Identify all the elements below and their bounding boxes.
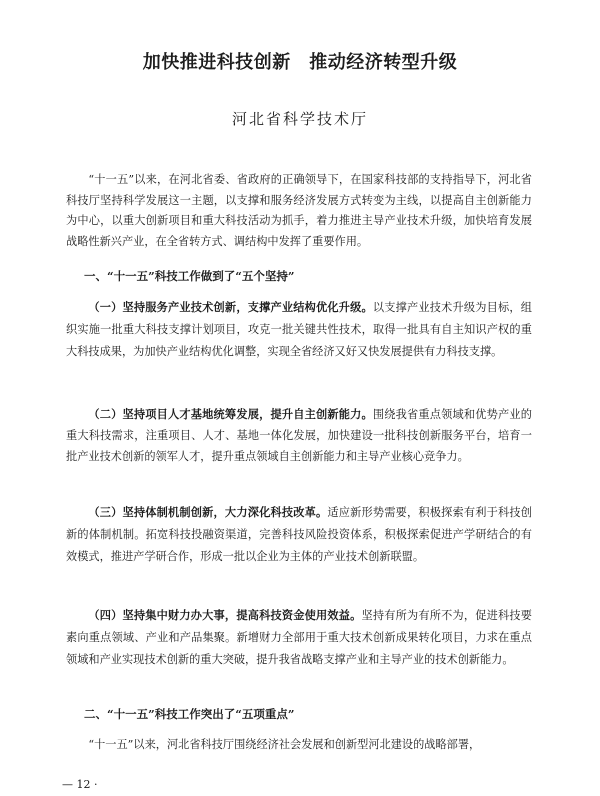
- document-author: 河北省科学技术厅: [231, 110, 368, 128]
- paragraph-item-1: [66, 296, 532, 363]
- section-heading-five-priorities: 二、“十一五”科技工作突出了“五项重点”: [84, 707, 295, 721]
- document-title: 加快推进科技创新 推动经济转型升级: [142, 52, 458, 73]
- section-heading-five-persistences: 一、“十一五”科技工作做到了“五个坚持”: [84, 269, 295, 283]
- paragraph-item-4-lead: （四）坚持集中财力办大事，提高科技资金使用效益。: [88, 608, 362, 622]
- paragraph-item-2: [66, 404, 532, 467]
- paragraph-item-3: [66, 501, 532, 568]
- paragraph-item-3-text: 适应新形势需要，积极探索有利于科技创新的体制机制。拓宽科技投融资渠道，完善科技风险投资体系，积极探索促进产学研结合的有效模式，推进产学研合作，形成一批以企业为主体的产业技术创新联盟。: [66, 506, 532, 563]
- paragraph-item-1-text: 以支撑产业技术升级为目标，组织实施一批重大科技支撑计划项目，攻克一批关键共性技术，取得一批具有自主知识产权的重大科技成果，为加快产业结构优化调整，实现全省经济又好又快发展提供有力科技支撑。: [66, 301, 532, 358]
- paragraph-item-3-lead: （三）坚持体制机制创新，大力深化科技改革。: [88, 505, 328, 519]
- paragraph-item-4-text: 坚持有所为有所不为，促进科技要素向重点领域、产业和产品集聚。新增财力全部用于重大技术创新成果转化项目，力求在重点领域和产业实现技术创新的重大突破，提升我省战略支撑产业和主导产业的技术创新能力。: [66, 609, 532, 666]
- paragraph-item-1-lead: （一）坚持服务产业技术创新，支撑产业结构优化升级。: [88, 300, 373, 314]
- paragraph-item-4: [66, 604, 532, 671]
- closing-paragraph: “十一五”以来，河北省科技厅围绕经济社会发展和创新型河北建设的战略部署，: [88, 738, 481, 751]
- intro-paragraph: “十一五”以来，在河北省委、省政府的正确领导下，在国家科技部的支持指导下，河北省科技厅坚持科学发展这一主题，以支撑和服务经济发展方式转变为主线，以提高自主创新能力为中心，以重大创新项目和重大科技活动为抓手，着力推进主导产业技术升级，加快培育发展战略性新兴产业，在全省转方式、调结构中发挥了重要作用。: [66, 173, 532, 248]
- page-number: — 12 ·: [62, 778, 98, 791]
- paragraph-item-2-text: 围绕我省重点领域和优势产业的重大科技需求，注重项目、人才、基地一体化发展，加快建设一批科技创新服务平台，培育一批产业技术创新的领军人才，提升重点领域自主创新能力和主导产业核心竞争力。: [66, 408, 532, 463]
- paragraph-item-2-lead: （二）坚持项目人才基地统筹发展，提升自主创新能力。: [88, 407, 373, 421]
